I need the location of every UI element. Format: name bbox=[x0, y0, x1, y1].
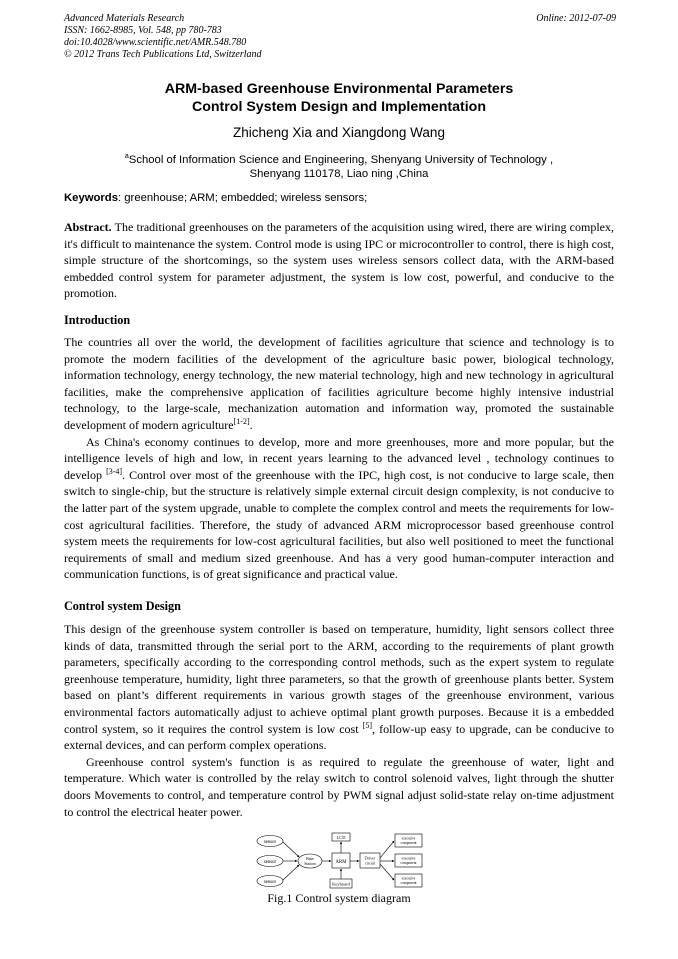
affiliation-marker: a bbox=[124, 153, 129, 160]
arm-label: ARM bbox=[335, 860, 347, 865]
journal-name: Advanced Materials Research bbox=[64, 13, 185, 24]
abstract-label: Abstract. bbox=[64, 220, 112, 234]
citation: [3-4] bbox=[106, 466, 123, 476]
driver-label-1: Driver bbox=[364, 855, 376, 861]
authors: Zhicheng Xia and Xiangdong Wang bbox=[233, 125, 445, 140]
exec-label-1a: executive bbox=[401, 836, 416, 841]
affiliation bbox=[64, 150, 614, 181]
introduction-heading: Introduction bbox=[64, 313, 131, 327]
title-line-2: Control System Design and Implementation bbox=[191, 99, 487, 115]
keyboard-label: Keyboard bbox=[332, 881, 350, 887]
base-station-label-1: Base bbox=[306, 856, 314, 861]
citation: [5] bbox=[362, 720, 372, 730]
control-p1-text-a: This design of the greenhouse system controller is based on temperature, humidity, light sensors collect three kinds of data, transmitted through the serial port to the ARM, according to the requirements of plant growth parameters, specifically according to the corresponding control methods, such as the expert system to regulate greenhouse temperature, humidity, light three parameters, so that the growth of greenhouse plants better. System based on plant’s different requirements in various growth stages of the greenhouse environment, various environmental factors automatically adjust to achieve optimal plant growth purposes. Because it is a embedded control system, so it requires the control system is low cost bbox=[64, 622, 614, 736]
intro-paragraph-1 bbox=[64, 334, 614, 434]
exec-label-2a: executive bbox=[401, 856, 416, 861]
affiliation-line-2: Shenyang 110178, Liao ning ,China bbox=[249, 167, 429, 180]
sensor-label-2: sensor bbox=[263, 860, 277, 865]
keywords bbox=[64, 191, 616, 205]
exec-label-3b: component bbox=[400, 881, 417, 885]
title-line-1: ARM-based Greenhouse Environmental Parameters bbox=[164, 81, 514, 97]
exec-label-3a: executive bbox=[401, 876, 416, 881]
control-body bbox=[64, 621, 614, 820]
figure-caption: Fig.1 Control system diagram bbox=[267, 891, 411, 905]
control-p1-text-b: , follow-up easy to upgrade, can be conducive to external devices, and can perform complex operations. bbox=[64, 721, 614, 753]
copyright-line: © 2012 Trans Tech Publications Ltd, Switzerland bbox=[64, 49, 262, 60]
lcd-label: LCD bbox=[336, 835, 346, 840]
base-station-label-2: Station bbox=[304, 861, 316, 866]
sensor-label-3: sensor bbox=[263, 880, 277, 885]
intro-p1-text: The countries all over the world, the development of facilities agriculture that science and technology is to promote the modern facilities of the development of the agriculture basic power, biological technology, information technology, energy technology, the new material technology, high and new technology in agricultural facilities, make the comprehensive application of facilities agriculture become highly intensive industrial technology, to the large-scale, mechanization automation and information way, promoted the sustainable development of modern agriculture bbox=[64, 335, 614, 432]
control-heading: Control system Design bbox=[64, 599, 181, 613]
control-paragraph-1 bbox=[64, 621, 614, 754]
citation: [1-2] bbox=[233, 416, 250, 426]
exec-label-2b: component bbox=[400, 861, 417, 865]
introduction-body bbox=[64, 334, 614, 583]
online-date: Online: 2012-07-09 bbox=[536, 13, 616, 24]
intro-p2-text-b: . Control over most of the greenhouse with the IPC, high cost, is not conducive to large scale, then switch to single-chip, but the structure is relatively simple external circuit design complexity, is not conducive to the latter part of the system upgrade, unable to complete the complex control and meets the requirements for low-cost agricultural facilities. Therefore, the study of advanced ARM microprocessor based greenhouse control system meets the requirements for low-cost agricultural facilities, but also well positioned to meet the functional requirements of small and medium sized greenhouse. And has a very good human-computer interaction and communication functions, is of great significance and practical value. bbox=[64, 467, 614, 582]
keywords-label: Keywords bbox=[64, 192, 118, 204]
intro-paragraph-2 bbox=[64, 434, 614, 583]
journal-header bbox=[64, 13, 616, 61]
abstract bbox=[64, 219, 614, 302]
intro-p1-end: . bbox=[249, 417, 253, 432]
affiliation-line-1: School of Information Science and Engineering, Shenyang University of Technology , bbox=[128, 153, 554, 166]
keywords-text: : greenhouse; ARM; embedded; wireless sensors; bbox=[118, 192, 368, 204]
intro-p2-text-a: As China's economy continues to develop, more and more greenhouses, more and more popular, but the intelligence levels of high and low, in recent years learning to the advanced level , technology continues to develop bbox=[64, 434, 614, 482]
arrow-sensor3-base bbox=[283, 865, 299, 880]
driver-label-2: circuit bbox=[364, 860, 376, 866]
sensor-label-1: sensor bbox=[263, 840, 277, 845]
arrow-sensor1-base bbox=[283, 842, 299, 857]
issn-line: ISSN: 1662-8985, Vol. 548, pp 780-783 bbox=[64, 25, 222, 36]
control-paragraph-2: Greenhouse control system's function is as required to regulate the greenhouse of water, light and temperature. Which water is controlled by the relay switch to control solenoid valves, light through the shutter doors Movements to control, and temperature control by PWM signal adjust solid-state relay on-time adjustment to control the electrical heater power. bbox=[64, 754, 614, 819]
exec-label-1b: component bbox=[400, 841, 417, 845]
arrow-driver-exec-1 bbox=[380, 841, 394, 858]
abstract-text: The traditional greenhouses on the parameters of the acquisition using wired, there are wiring complex, it's difficult to maintenance the system. Control mode is using IPC or microcontroller to control, there is high cost, simple structure of the shortcomings, so the system uses wireless sensors collect data, with the ARM-based embedded control system for parameter adjustment, the system is low cost, powerful, and conducive to the promotion. bbox=[64, 220, 614, 301]
control-system-diagram bbox=[252, 832, 424, 890]
doi-line: doi:10.4028/www.scientific.net/AMR.548.780 bbox=[64, 37, 247, 48]
arrow-driver-exec-3 bbox=[380, 864, 394, 880]
paper-title bbox=[64, 80, 614, 116]
